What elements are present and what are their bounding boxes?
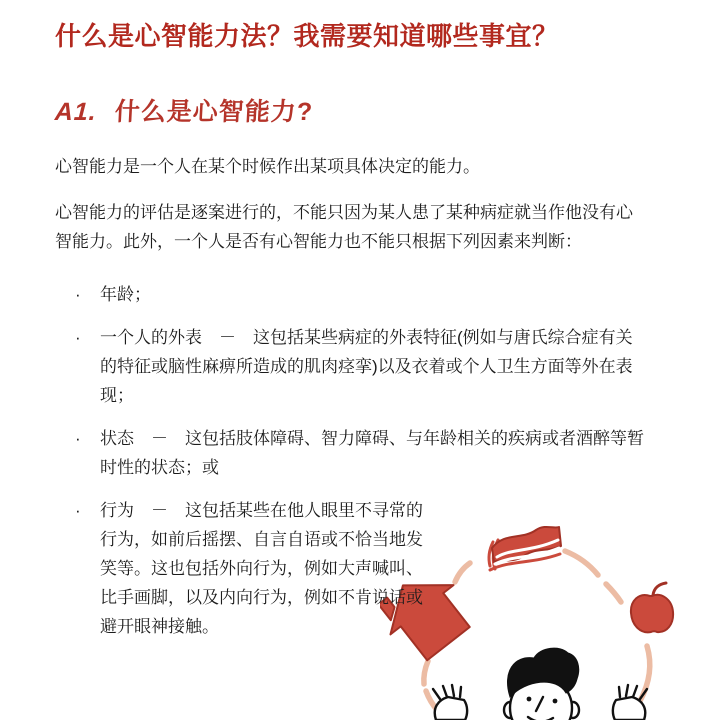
text-wrap-spacer — [431, 526, 649, 656]
list-item-text: 一个人的外表 － 这包括某些病症的外表特征(例如与唐氏综合症有关的特征或脑性麻痹所造成的肌肉痉挛)以及衣着或个人卫生方面等外在表现； — [100, 328, 633, 405]
arc-dash — [424, 661, 428, 684]
bullet-icon: · — [75, 501, 81, 520]
body-content — [55, 152, 649, 656]
page-title: 什么是心智能力法？我需要知道哪些事宜？ — [55, 21, 559, 51]
list-item-text: 状态 － 这包括肢体障碍、智力障碍、与年龄相关的疾病或者酒醉等暂时性的状态；或 — [100, 429, 644, 477]
juggler-face — [433, 648, 647, 720]
list-item — [55, 280, 649, 309]
section-heading-text: 什么是心智能力? — [114, 98, 314, 126]
juggler-left-hand — [433, 685, 467, 720]
bullet-icon: · — [75, 328, 81, 347]
section-number: A1. — [54, 98, 98, 126]
left-eye — [527, 697, 532, 702]
list-item — [55, 496, 649, 641]
list-item — [55, 323, 649, 410]
bullet-icon: · — [75, 285, 81, 304]
list-item-text: 行为 － 这包括某些在他人眼里不寻常的行为，如前后摇摆、自言自语或不恰当地发笑等。这也包括外向行为，例如大声喊叫、比手画脚，以及内向行为，例如不肯说话或避开眼神接触。 — [100, 501, 423, 636]
factor-list — [55, 280, 649, 641]
section-heading — [54, 92, 556, 128]
list-item-text: 年龄； — [100, 285, 151, 304]
juggler-right-hand — [613, 685, 647, 720]
lead-in-paragraph: 心智能力的评估是逐案进行的，不能只因为某人患了某种病症就当作他没有心智能力。此外，一个人是否有心智能力也不能只根据下列因素来判断： — [55, 203, 633, 251]
intro-paragraph: 心智能力是一个人在某个时候作出某项具体决定的能力。 — [55, 157, 480, 176]
list-item — [55, 424, 649, 482]
right-eye — [553, 699, 558, 704]
bullet-icon: · — [75, 429, 81, 448]
